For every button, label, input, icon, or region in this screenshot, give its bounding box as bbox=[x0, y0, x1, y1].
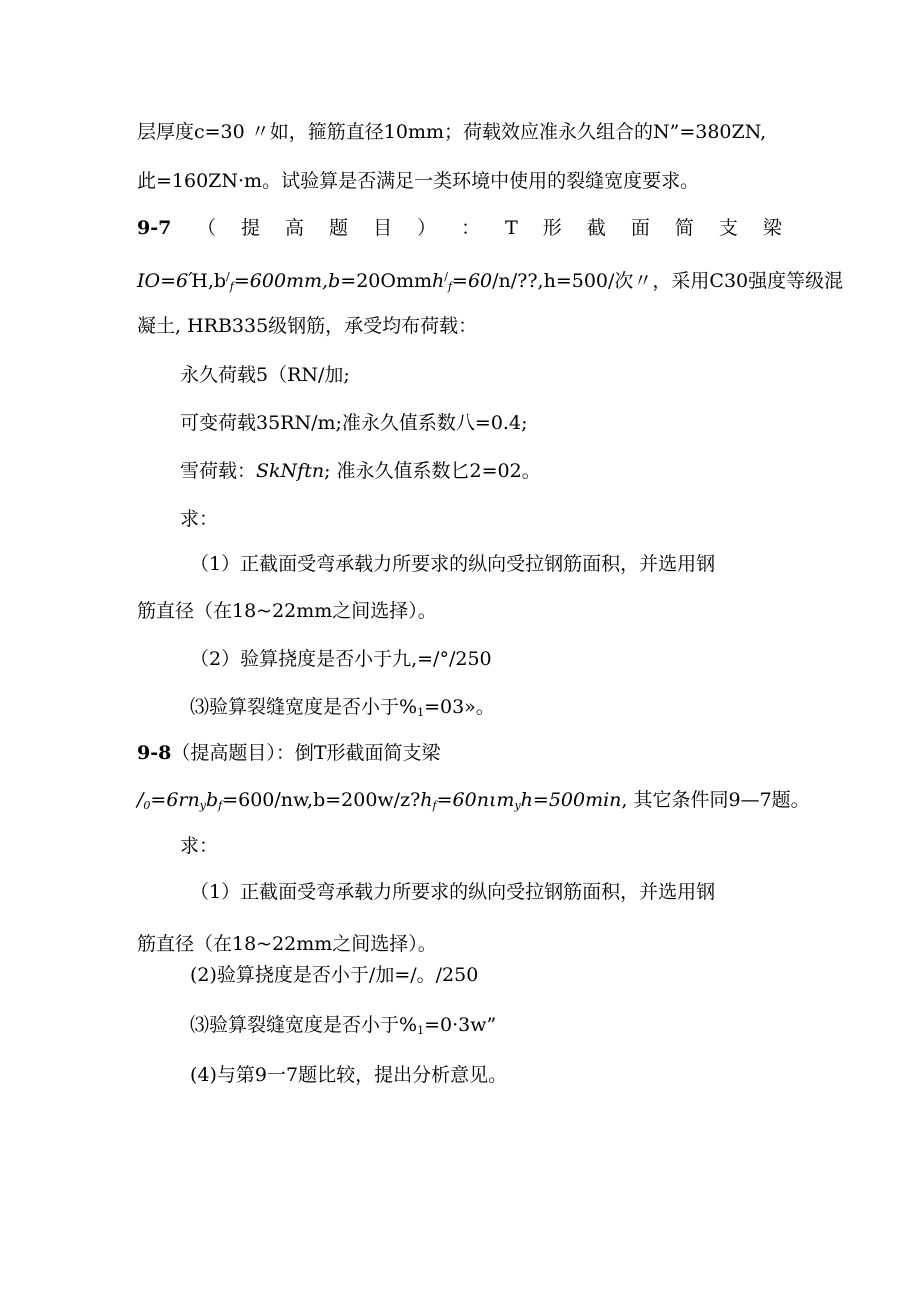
load-item: 可变荷载35RN∕m;准永久值系数八=0.4; bbox=[180, 412, 528, 434]
item-text: ⑶验算裂缝宽度是否小于% bbox=[190, 1014, 418, 1036]
item-text: ⑶验算裂缝宽度是否小于% bbox=[190, 696, 418, 718]
formula-part: IO=6 bbox=[137, 270, 189, 292]
item-text: =03»。 bbox=[424, 696, 495, 718]
heading-char: 简 bbox=[674, 217, 694, 239]
requirement-item-continued: 筋直径（在18~22mm之间选择）。 bbox=[137, 600, 437, 622]
item-subscript: 1 bbox=[417, 706, 425, 719]
requirement-item: (2)验算挠度是否小于/加=/。/250 bbox=[190, 964, 479, 986]
heading-char: 支 bbox=[718, 217, 738, 239]
formula-part: h bbox=[420, 789, 433, 811]
formula-part: h=500min bbox=[520, 789, 622, 811]
formula-sub: f bbox=[432, 799, 437, 812]
formula-part: ∕ bbox=[137, 789, 144, 811]
formula-part: h bbox=[431, 270, 445, 292]
formula-sub: y bbox=[199, 799, 206, 812]
heading-char: T bbox=[505, 217, 518, 239]
heading-char: 面 bbox=[630, 217, 650, 239]
item-text: =0·3w” bbox=[424, 1014, 497, 1036]
load-text: ; 准永久值系数匕2=02。 bbox=[324, 460, 541, 482]
formula-sub: 0 bbox=[143, 799, 151, 812]
formula-part: b bbox=[205, 789, 219, 811]
formula-sub: f bbox=[218, 799, 223, 812]
load-item: 永久荷载5（RN/加; bbox=[180, 364, 350, 386]
requirement-item: （1）正截面受弯承载力所要求的纵向受拉钢筋面积，并选用钢 bbox=[190, 553, 716, 575]
requirement-item bbox=[190, 1012, 496, 1044]
heading-char: ： bbox=[461, 217, 481, 239]
heading-char: 梁 bbox=[762, 217, 782, 239]
q98-heading bbox=[137, 740, 441, 766]
paragraph-line: 此=160ZN·m。试验算是否满足一类环境中使用的裂缝宽度要求。 bbox=[137, 170, 700, 192]
formula-part: =60 bbox=[452, 270, 493, 292]
heading-char: 提 bbox=[241, 217, 261, 239]
requirement-item: (4)与第9一7题比较，提出分析意见。 bbox=[190, 1064, 508, 1086]
heading-char: 截 bbox=[586, 217, 606, 239]
formula-part: =60nιm bbox=[436, 789, 515, 811]
formula-part: =600∕nw,b=200w/z? bbox=[222, 789, 421, 811]
formula-part: ∕n∕??,h= bbox=[492, 270, 572, 292]
q98-formula-line bbox=[137, 787, 810, 819]
paragraph-line: 凝土, HRB335级钢筋，承受均布荷载： bbox=[137, 315, 478, 337]
question-number: 9-8 bbox=[137, 742, 172, 764]
requirement-item: （2）验算挠度是否小于九,=∕°∕250 bbox=[190, 648, 492, 670]
heading-char: ） bbox=[417, 217, 437, 239]
paragraph-line: 层厚度c=30 〃如，箍筋直径10mm；荷载效应准永久组合的N”=380ZN, bbox=[137, 121, 767, 143]
heading-char: 高 bbox=[285, 217, 305, 239]
load-item bbox=[180, 458, 541, 484]
q97-heading-title bbox=[197, 215, 782, 241]
formula-part: / bbox=[444, 270, 448, 283]
load-label: 雪荷载： bbox=[180, 460, 257, 482]
heading-char: 形 bbox=[542, 217, 562, 239]
requirement-item: （1）正截面受弯承载力所要求的纵向受拉钢筋面积，并选用钢 bbox=[190, 881, 716, 903]
requirement-label: 求： bbox=[180, 508, 219, 530]
item-subscript: 1 bbox=[417, 1024, 425, 1037]
requirement-item-continued: 筋直径（在18~22mm之间选择）。 bbox=[137, 933, 437, 955]
heading-char: （ bbox=[197, 217, 217, 239]
question-number: 9-7 bbox=[137, 217, 172, 239]
q97-formula-line: $IO=6Ή,b^/_f=600mm,b=20Ommh^/_f=60∕n∕??,h=500/$次〃，采用C30强度等级混 bbox=[137, 270, 844, 293]
q97-heading bbox=[137, 215, 782, 241]
q98-heading-title: （提高题目）：倒T形截面简支梁 bbox=[171, 742, 441, 764]
formula-sub: y bbox=[514, 799, 521, 812]
formula-part: 20Omm bbox=[356, 270, 432, 292]
formula-part: =6rn bbox=[150, 789, 200, 811]
formula-part: 500/次〃，采用C30强度等级混 bbox=[571, 270, 844, 292]
heading-char: 目 bbox=[373, 217, 393, 239]
formula-part: , 其它条件同9—7题。 bbox=[621, 789, 810, 811]
requirement-label: 求： bbox=[180, 835, 219, 857]
formula-part: / bbox=[226, 270, 230, 283]
formula-part: =600mm,b= bbox=[233, 270, 357, 292]
formula-part: Ή,b bbox=[188, 270, 227, 292]
load-value: SkNftn bbox=[256, 460, 325, 482]
requirement-item bbox=[190, 694, 495, 726]
heading-char: 题 bbox=[329, 217, 349, 239]
